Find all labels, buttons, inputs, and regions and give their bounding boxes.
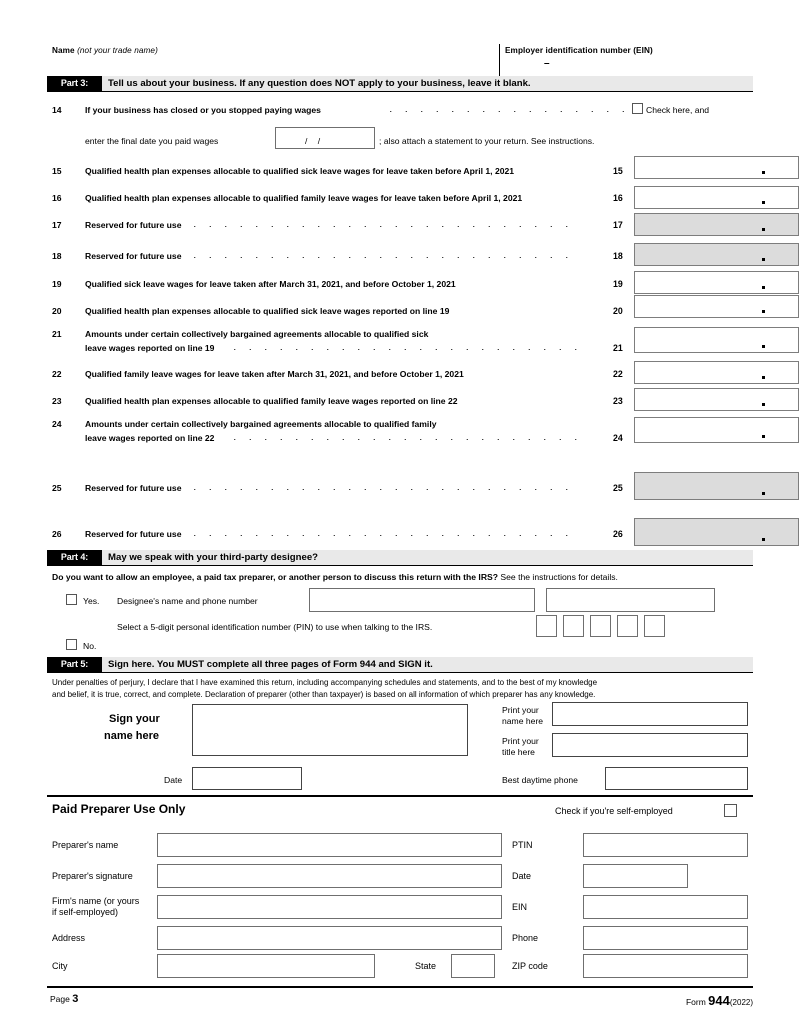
line-23-box-number: 23	[613, 396, 623, 406]
line-21-box-number: 21	[613, 343, 623, 353]
page-number: Page 3	[50, 993, 79, 1005]
line-24-amount-input[interactable]	[634, 417, 799, 443]
footer-rule	[47, 986, 753, 988]
state-label: State	[415, 961, 437, 971]
line-19-amount-input[interactable]	[634, 271, 799, 294]
line-15-amount-input[interactable]	[634, 156, 799, 179]
line-25-number: 25	[52, 483, 62, 493]
preparer-input-3[interactable]	[157, 895, 502, 919]
line-19-box-number: 19	[613, 279, 623, 289]
line-25-amount-input	[634, 472, 799, 500]
print-name-label-1: Print your	[502, 705, 539, 715]
designee-no-label: No.	[83, 641, 97, 651]
perjury-line-2: and belief, it is true, correct, and complete. Declaration of preparer (other than taxpayer) is based on all information of which preparer has any knowledge.	[52, 690, 596, 699]
pin-digit-2[interactable]	[563, 615, 584, 637]
line-16-amount-input[interactable]	[634, 186, 799, 209]
line-24-number: 24	[52, 419, 62, 429]
ein-value: –	[544, 58, 550, 69]
designee-yes-label: Yes.	[83, 596, 100, 606]
line-21-leader-dots	[227, 342, 579, 350]
ein-label: Employer identification number (EIN)	[505, 46, 653, 55]
part5-header	[47, 657, 753, 673]
line-18-box-number: 18	[613, 251, 623, 261]
sign-date-input[interactable]	[192, 767, 302, 790]
print-title-input[interactable]	[552, 733, 748, 757]
line-18-amount-input	[634, 243, 799, 266]
line-26-amount-input	[634, 518, 799, 546]
daytime-phone-input[interactable]	[605, 767, 748, 790]
line-19-text: Qualified sick leave wages for leave taken after March 31, 2021, and before October 1, 2021	[85, 279, 456, 289]
name-field-cell[interactable]	[47, 44, 500, 76]
preparer-input-5[interactable]	[157, 954, 375, 978]
decimal-point	[762, 492, 765, 495]
line-26-number: 26	[52, 529, 62, 539]
designee-name-label: Designee's name and phone number	[117, 596, 258, 606]
line-18-leader-dots	[187, 250, 579, 258]
decimal-point	[762, 310, 765, 313]
preparer-right-input-3[interactable]	[583, 895, 748, 919]
line-16-box-number: 16	[613, 193, 623, 203]
preparer-right-input-4[interactable]	[583, 926, 748, 950]
part3-header	[47, 76, 753, 92]
line-14-text2: enter the final date you paid wages	[85, 136, 219, 146]
decimal-point	[762, 201, 765, 204]
line-15-text: Qualified health plan expenses allocable to qualified sick leave wages for leave taken before April 1, 2021	[85, 166, 515, 176]
line-21-text-line2: leave wages reported on line 19	[85, 343, 215, 353]
line-23-amount-input[interactable]	[634, 388, 799, 411]
decimal-point	[762, 376, 765, 379]
line-26-leader-dots	[187, 528, 579, 536]
form-identifier: Form 944(2022)	[685, 993, 753, 1008]
preparer-label-2: Preparer's signature	[52, 871, 133, 881]
line-17-number: 17	[52, 220, 62, 230]
designee-no-checkbox[interactable]	[66, 639, 77, 650]
pin-instruction: Select a 5-digit personal identification number (PIN) to use when talking to the IRS.	[117, 622, 433, 632]
preparer-state-input[interactable]	[451, 954, 495, 978]
print-name-label-2: name here	[502, 716, 544, 726]
designee-name-input[interactable]	[309, 588, 535, 612]
preparer-right-input-5[interactable]	[583, 954, 748, 978]
preparer-input-4[interactable]	[157, 926, 502, 950]
part3-tag: Part 3:	[47, 76, 102, 91]
line-24-box-number: 24	[613, 433, 623, 443]
part4-question: Do you want to allow an employee, a paid tax preparer, or another person to discuss this return with the IRS? See the instructions for details.	[52, 572, 618, 582]
preparer-input-2[interactable]	[157, 864, 502, 888]
preparer-right-label-2: Date	[512, 871, 532, 881]
preparer-right-input-2[interactable]	[583, 864, 688, 888]
print-name-input[interactable]	[552, 702, 748, 726]
preparer-top-rule	[47, 795, 753, 797]
line-23-number: 23	[52, 396, 62, 406]
preparer-title: Paid Preparer Use Only	[52, 802, 186, 816]
decimal-point	[762, 228, 765, 231]
line-21-amount-input[interactable]	[634, 327, 799, 353]
print-title-label-1: Print your	[502, 736, 539, 746]
part5-tag: Part 5:	[47, 657, 102, 672]
preparer-label-3: Firm's name (or yours	[52, 896, 140, 906]
decimal-point	[762, 286, 765, 289]
line-17-box-number: 17	[613, 220, 623, 230]
line-25-box-number: 25	[613, 483, 623, 493]
sign-label-line2: name here	[104, 730, 160, 742]
line-15-box-number: 15	[613, 166, 623, 176]
line-26-text: Reserved for future use	[85, 529, 182, 539]
line-18-text: Reserved for future use	[85, 251, 182, 261]
preparer-right-label-1: PTIN	[512, 840, 533, 850]
line-16-text: Qualified health plan expenses allocable to qualified family leave wages for leave taken before April 1, 2021	[85, 193, 523, 203]
business-closed-checkbox[interactable]	[632, 103, 643, 114]
line-22-number: 22	[52, 369, 62, 379]
line-24-text-line2: leave wages reported on line 22	[85, 433, 215, 443]
designee-yes-checkbox[interactable]	[66, 594, 77, 605]
line-17-text: Reserved for future use	[85, 220, 182, 230]
print-title-label-2: title here	[502, 747, 535, 757]
line-14-text: If your business has closed or you stopped paying wages	[85, 105, 321, 115]
line-19-number: 19	[52, 279, 62, 289]
ein-field-cell[interactable]	[500, 44, 753, 76]
preparer-right-label-5: ZIP code	[512, 961, 548, 971]
decimal-point	[762, 403, 765, 406]
line-14-check-label: Check here, and	[646, 105, 710, 115]
pin-digit-4[interactable]	[617, 615, 638, 637]
line-26-box-number: 26	[613, 529, 623, 539]
preparer-label-1: Preparer's name	[52, 840, 119, 850]
form-header	[47, 44, 753, 78]
pin-digit-3[interactable]	[590, 615, 611, 637]
line-17-amount-input	[634, 213, 799, 236]
line-20-box-number: 20	[613, 306, 623, 316]
preparer-label-3-line2: if self-employed)	[52, 907, 119, 917]
part4-header	[47, 550, 753, 566]
sign-label-line1: Sign your	[109, 713, 160, 725]
line-14-leader-dots	[383, 104, 626, 112]
preparer-input-1[interactable]	[157, 833, 502, 857]
line-20-amount-input[interactable]	[634, 295, 799, 318]
final-date-value: / /	[305, 136, 325, 146]
part3-title: Tell us about your business. If any question does NOT apply to your business, leave it blank.	[108, 78, 531, 89]
designee-phone-input[interactable]	[546, 588, 715, 612]
decimal-point	[762, 171, 765, 174]
decimal-point	[762, 345, 765, 348]
preparer-right-input-1[interactable]	[583, 833, 748, 857]
line-20-text: Qualified health plan expenses allocable to qualified sick leave wages reported on line 19	[85, 306, 450, 316]
sign-date-label: Date	[164, 775, 183, 785]
daytime-phone-label: Best daytime phone	[502, 775, 578, 785]
perjury-line-1: Under penalties of perjury, I declare that I have examined this return, including accompanying schedules and statements, and to the best of my knowledge	[52, 678, 598, 687]
line-15-number: 15	[52, 166, 62, 176]
part4-title: May we speak with your third-party designee?	[108, 552, 319, 563]
self-employed-label: Check if you're self-employed	[555, 806, 673, 816]
line-14-number: 14	[52, 105, 62, 115]
line-22-text: Qualified family leave wages for leave taken after March 31, 2021, and before October 1, 2021	[85, 369, 464, 379]
part4-tag: Part 4:	[47, 550, 102, 565]
line-16-number: 16	[52, 193, 62, 203]
name-label: Name (not your trade name)	[52, 46, 158, 55]
line-25-text: Reserved for future use	[85, 483, 182, 493]
signature-input[interactable]	[192, 704, 468, 756]
preparer-label-5: City	[52, 961, 68, 971]
decimal-point	[762, 538, 765, 541]
part5-title: Sign here. You MUST complete all three pages of Form 944 and SIGN it.	[108, 659, 433, 670]
preparer-right-label-3: EIN	[512, 902, 528, 912]
line-25-leader-dots	[187, 482, 579, 490]
line-23-text: Qualified health plan expenses allocable to qualified family leave wages reported on line 22	[85, 396, 458, 406]
line-22-amount-input[interactable]	[634, 361, 799, 384]
line-18-number: 18	[52, 251, 62, 261]
pin-digit-1[interactable]	[536, 615, 557, 637]
line-20-number: 20	[52, 306, 62, 316]
line-17-leader-dots	[187, 219, 579, 227]
line-24-text: Amounts under certain collectively bargained agreements allocable to qualified family	[85, 419, 437, 429]
decimal-point	[762, 258, 765, 261]
form-page	[47, 0, 753, 1035]
preparer-label-4: Address	[52, 933, 86, 943]
line-24-leader-dots	[227, 432, 579, 440]
decimal-point	[762, 435, 765, 438]
line-22-box-number: 22	[613, 369, 623, 379]
line-21-text: Amounts under certain collectively bargained agreements allocable to qualified sick	[85, 329, 429, 339]
final-date-input[interactable]	[275, 127, 375, 149]
self-employed-checkbox[interactable]	[724, 804, 737, 817]
line-21-number: 21	[52, 329, 62, 339]
pin-digit-5[interactable]	[644, 615, 665, 637]
preparer-right-label-4: Phone	[512, 933, 539, 943]
line-14-text3: ; also attach a statement to your return. See instructions.	[379, 136, 595, 146]
